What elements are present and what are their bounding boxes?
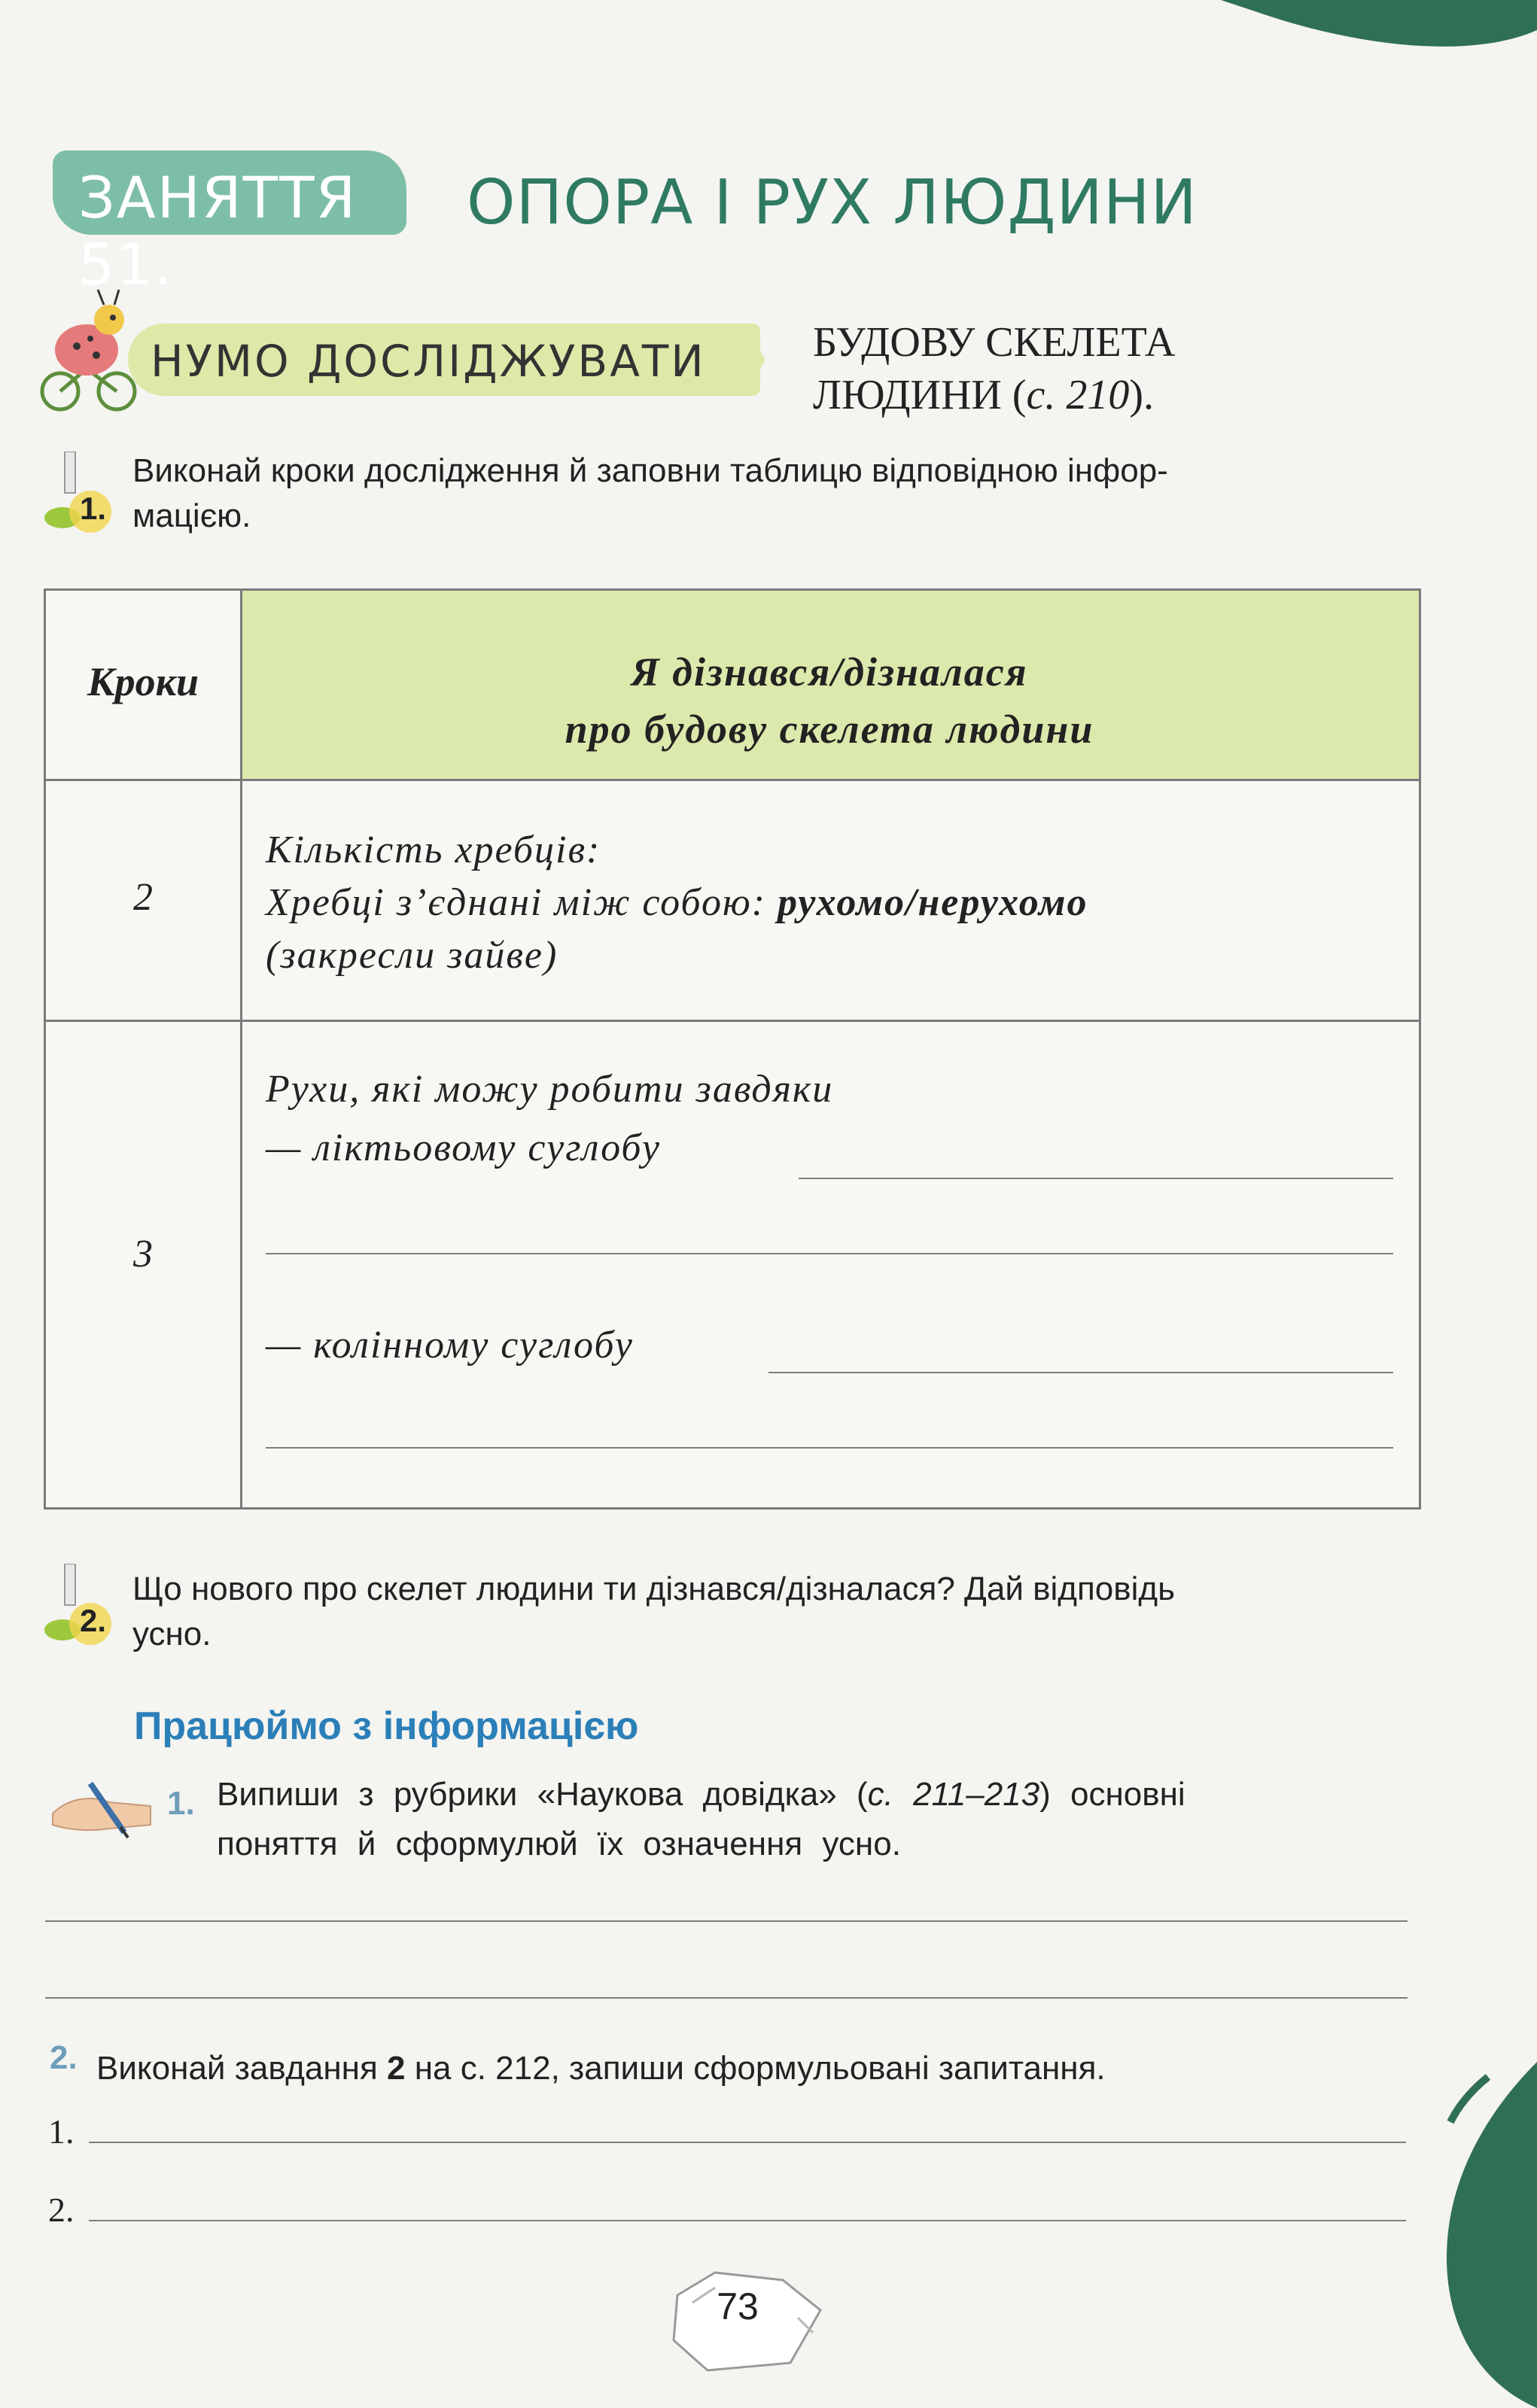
decorative-leaf-bottom xyxy=(1417,2062,1537,2408)
question-2-number: 2. xyxy=(48,2191,75,2229)
answer-line[interactable] xyxy=(266,1253,1393,1254)
explore-banner-label: НУМО ДОСЛІДЖУВАТИ xyxy=(151,336,706,387)
info-item-1-text: Випиши з рубрики «Наукова довідка» (с. 211–213) основні поняття й сформулюй їх означення усно. xyxy=(217,1776,1185,1862)
info-item-2-text: Виконай завдання 2 на с. 212, запиши сформульовані запитання. xyxy=(96,2050,1106,2087)
elbow-joint-label: — ліктьовому суглобу xyxy=(266,1126,661,1169)
column-divider xyxy=(240,591,242,1507)
row-divider xyxy=(46,779,1419,781)
answer-line[interactable] xyxy=(45,1920,1408,1922)
decorative-leaf-top xyxy=(1221,0,1537,53)
table-row-3-title: Рухи, які можу робити завдяки xyxy=(266,1068,834,1111)
answer-line[interactable] xyxy=(799,1178,1393,1179)
row-divider xyxy=(46,1020,1419,1022)
task-2-marker xyxy=(36,1564,111,1646)
cross-out-options: рухомо/нерухомо xyxy=(777,881,1088,924)
lesson-title: ОПОРА І РУХ ЛЮДИНИ xyxy=(467,167,1198,239)
research-table xyxy=(44,588,1421,1510)
column-header-steps: Кроки xyxy=(87,659,199,704)
task-2-number: 2. xyxy=(80,1603,107,1638)
lesson-number-label: ЗАНЯТТЯ 51. xyxy=(78,164,358,298)
explore-topic-line2: ЛЮДИНИ (с. 210). xyxy=(813,372,1155,418)
task-1-number: 1. xyxy=(80,491,107,526)
question-1-number: 1. xyxy=(48,2112,75,2151)
page-reference: с. 210 xyxy=(1026,372,1130,418)
lesson-number-badge xyxy=(53,150,406,298)
bug-on-bicycle-icon xyxy=(30,286,143,414)
answer-line[interactable] xyxy=(45,1997,1408,1999)
table-header xyxy=(46,591,1419,779)
task-1-text: Виконай кроки дослідження й заповни таблицю відповідною інфор- мацією. xyxy=(132,452,1168,534)
knee-joint-label: — колінному суглобу xyxy=(266,1324,634,1367)
page-number: 73 xyxy=(717,2285,759,2327)
section-heading: Працюймо з інформацією xyxy=(134,1704,639,1748)
banner-stripes-decoration xyxy=(723,324,775,396)
answer-line[interactable] xyxy=(768,1372,1393,1373)
explore-topic xyxy=(813,316,1176,421)
table-row-step-2: 2 xyxy=(133,876,153,919)
task-2-text: Що нового про скелет людини ти дізнався/дізналася? Дай відповідь усно. xyxy=(132,1570,1175,1652)
answer-line[interactable] xyxy=(266,1447,1393,1449)
table-row-step-3: 3 xyxy=(133,1233,153,1275)
explore-topic-line1: БУДОВУ СКЕЛЕТА xyxy=(813,319,1176,366)
page-reference: с. 211–213 xyxy=(867,1776,1040,1813)
info-item-2-number: 2. xyxy=(50,2039,78,2076)
explore-banner xyxy=(128,324,760,396)
answer-line[interactable] xyxy=(89,2220,1406,2221)
task-1-marker xyxy=(36,451,111,534)
answer-line[interactable] xyxy=(89,2142,1406,2143)
table-row-2-content: Кількість хребців: Хребці з’єднані між собою: рухомо/нерухомо (закресли зайве) xyxy=(266,829,1088,977)
info-item-1-number: 1. xyxy=(167,1785,195,1822)
writing-hand-icon xyxy=(45,1761,158,1844)
column-header-info: Я дізнався/дізналася про будову скелета людини xyxy=(565,649,1094,752)
